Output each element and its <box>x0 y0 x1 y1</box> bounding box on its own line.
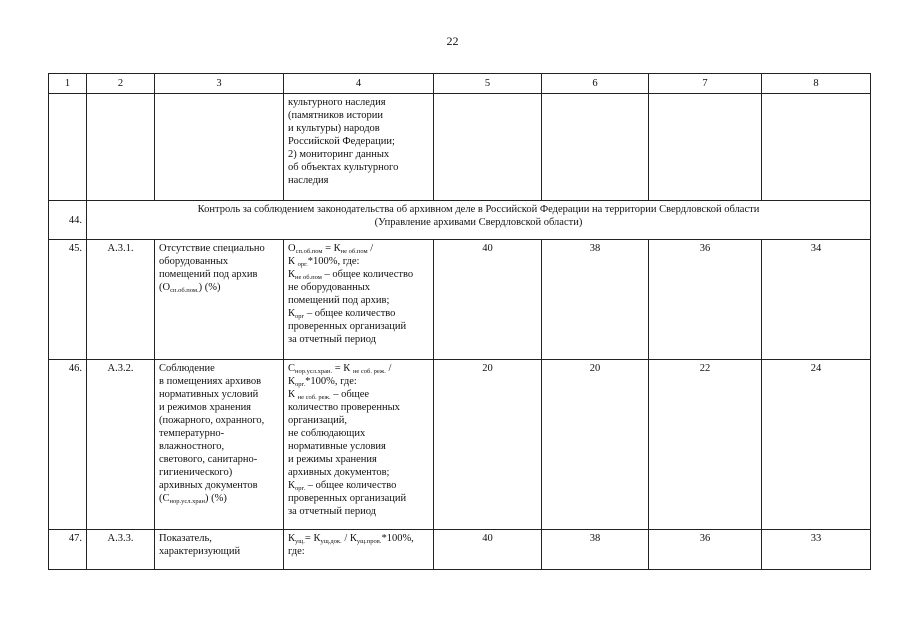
header-cell: 6 <box>542 74 649 94</box>
section-title <box>87 201 871 240</box>
text-line: организаций, <box>288 415 347 426</box>
header-row <box>49 74 871 94</box>
value-col-6: 38 <box>542 240 649 360</box>
value-col-7: 36 <box>649 240 762 360</box>
table-row-47 <box>49 530 871 570</box>
indicator-code: А.3.2. <box>87 360 155 530</box>
text-line: за отчетный период <box>288 506 377 517</box>
text-line: К $_{орг.}$*100%, где: <box>288 256 360 268</box>
row-number: 46. <box>49 360 87 530</box>
text-line: помещений под архив; <box>288 295 390 306</box>
text-line: характеризующий <box>159 546 241 557</box>
indicator-formula <box>284 530 434 570</box>
value-col-6: 20 <box>542 360 649 530</box>
text-line: светового, санитарно- <box>159 454 258 465</box>
header-cell: 3 <box>155 74 284 94</box>
text-line: и режимы хранения <box>288 454 377 465</box>
text-line: проверенных организаций <box>288 321 407 332</box>
text-line: (памятников истории <box>288 110 383 121</box>
text-line: количество проверенных <box>288 402 400 413</box>
text-line: наследия <box>288 175 329 186</box>
section-title-subline: (Управление архивами Свердловской области) <box>374 217 583 228</box>
text-line: гигиенического) <box>159 467 233 478</box>
value-col-5: 20 <box>434 360 542 530</box>
header-cell: 4 <box>284 74 434 94</box>
text-line: и культуры) народов <box>288 123 380 134</box>
indicator-code: А.3.1. <box>87 240 155 360</box>
value-col-7: 36 <box>649 530 762 570</box>
text-line: $К_{ущ.}= К_{ущ.док.} / К_{ущ.пров.}*100\%$, <box>288 533 414 545</box>
text-line: в помещениях архивов <box>159 376 262 387</box>
indicator-formula <box>284 240 434 360</box>
text-line: (пожарного, охранного, <box>159 415 265 426</box>
text-line: $К_{орг.}$ – общее количество <box>288 480 397 492</box>
indicator-code: А.3.3. <box>87 530 155 570</box>
header-cell: 2 <box>87 74 155 94</box>
indicator-name <box>155 240 284 360</box>
indicators-table <box>48 73 871 570</box>
text-line: об объектах культурного <box>288 162 399 173</box>
indicator-name <box>155 360 284 530</box>
text-line: Отсутствие специально <box>159 243 265 254</box>
method-cell <box>284 94 434 201</box>
text-line: Показатель, <box>159 533 212 544</box>
text-line: $К_{орг.}*100\%$, где: <box>288 376 357 388</box>
value-col-8: 34 <box>762 240 871 360</box>
empty-cell <box>762 94 871 201</box>
text-line: Соблюдение <box>159 363 215 374</box>
text-line: архивных документов; <box>288 467 390 478</box>
indicator-formula <box>284 360 434 530</box>
value-col-8: 33 <box>762 530 871 570</box>
text-line: не соблюдающих <box>288 428 366 439</box>
empty-cell <box>649 94 762 201</box>
section-title-line: Контроль за соблюдением законодательства об архивном деле в Российской Федерации на территории Свердловской области <box>197 204 760 215</box>
text-line: $(О_{сп.об.пом.})$ (%) <box>159 282 221 294</box>
text-line: проверенных организаций <box>288 493 407 504</box>
text-line: $С_{нор.усл.хран.} = К$ $_{не соб. реж.}$ / <box>288 363 392 375</box>
text-line: $(С_{нор.усл.хран})$ (%) <box>159 493 227 505</box>
text-line: температурно- <box>159 428 225 439</box>
row-number: 47. <box>49 530 87 570</box>
page-number: 22 <box>446 34 459 48</box>
text-line: Российской Федерации; <box>288 136 395 147</box>
text-line: культурного наследия <box>288 97 386 108</box>
value-col-5: 40 <box>434 530 542 570</box>
indicator-name <box>155 530 284 570</box>
text-line: оборудованных <box>159 256 229 267</box>
text-line: $К_{не об.пом}$ – общее количество <box>288 269 414 281</box>
text-line: где: <box>288 546 305 557</box>
header-cell: 7 <box>649 74 762 94</box>
empty-cell <box>542 94 649 201</box>
empty-cell <box>87 94 155 201</box>
value-col-8: 24 <box>762 360 871 530</box>
text-line: нормативные условия <box>288 441 386 452</box>
text-line: не оборудованных <box>288 282 371 293</box>
text-line: за отчетный период <box>288 334 377 345</box>
row-number: 45. <box>49 240 87 360</box>
table-row-46 <box>49 360 871 530</box>
text-line: и режимов хранения <box>159 402 252 413</box>
text-line: К $_{не соб. реж.}$ – общее <box>288 389 370 401</box>
row-number: 44. <box>49 201 87 240</box>
empty-cell <box>49 94 87 201</box>
text-line: влажностного, <box>159 441 225 452</box>
text-line: 2) мониторинг данных <box>288 149 390 160</box>
table-row-45 <box>49 240 871 360</box>
value-col-5: 40 <box>434 240 542 360</box>
text-line: архивных документов <box>159 480 258 491</box>
empty-cell <box>434 94 542 201</box>
header-cell: 5 <box>434 74 542 94</box>
value-col-7: 22 <box>649 360 762 530</box>
value-col-6: 38 <box>542 530 649 570</box>
section-row-44 <box>49 201 871 240</box>
continuation-row <box>49 94 871 201</box>
header-cell: 1 <box>49 74 87 94</box>
header-cell: 8 <box>762 74 871 94</box>
text-line: $О_{сп.об.пом} = К_{не об.пом}$ / <box>288 243 374 255</box>
text-line: нормативных условий <box>159 389 259 400</box>
text-line: помещений под архив <box>159 269 258 280</box>
empty-cell <box>155 94 284 201</box>
text-line: $К_{орг}$ – общее количество <box>288 308 396 320</box>
